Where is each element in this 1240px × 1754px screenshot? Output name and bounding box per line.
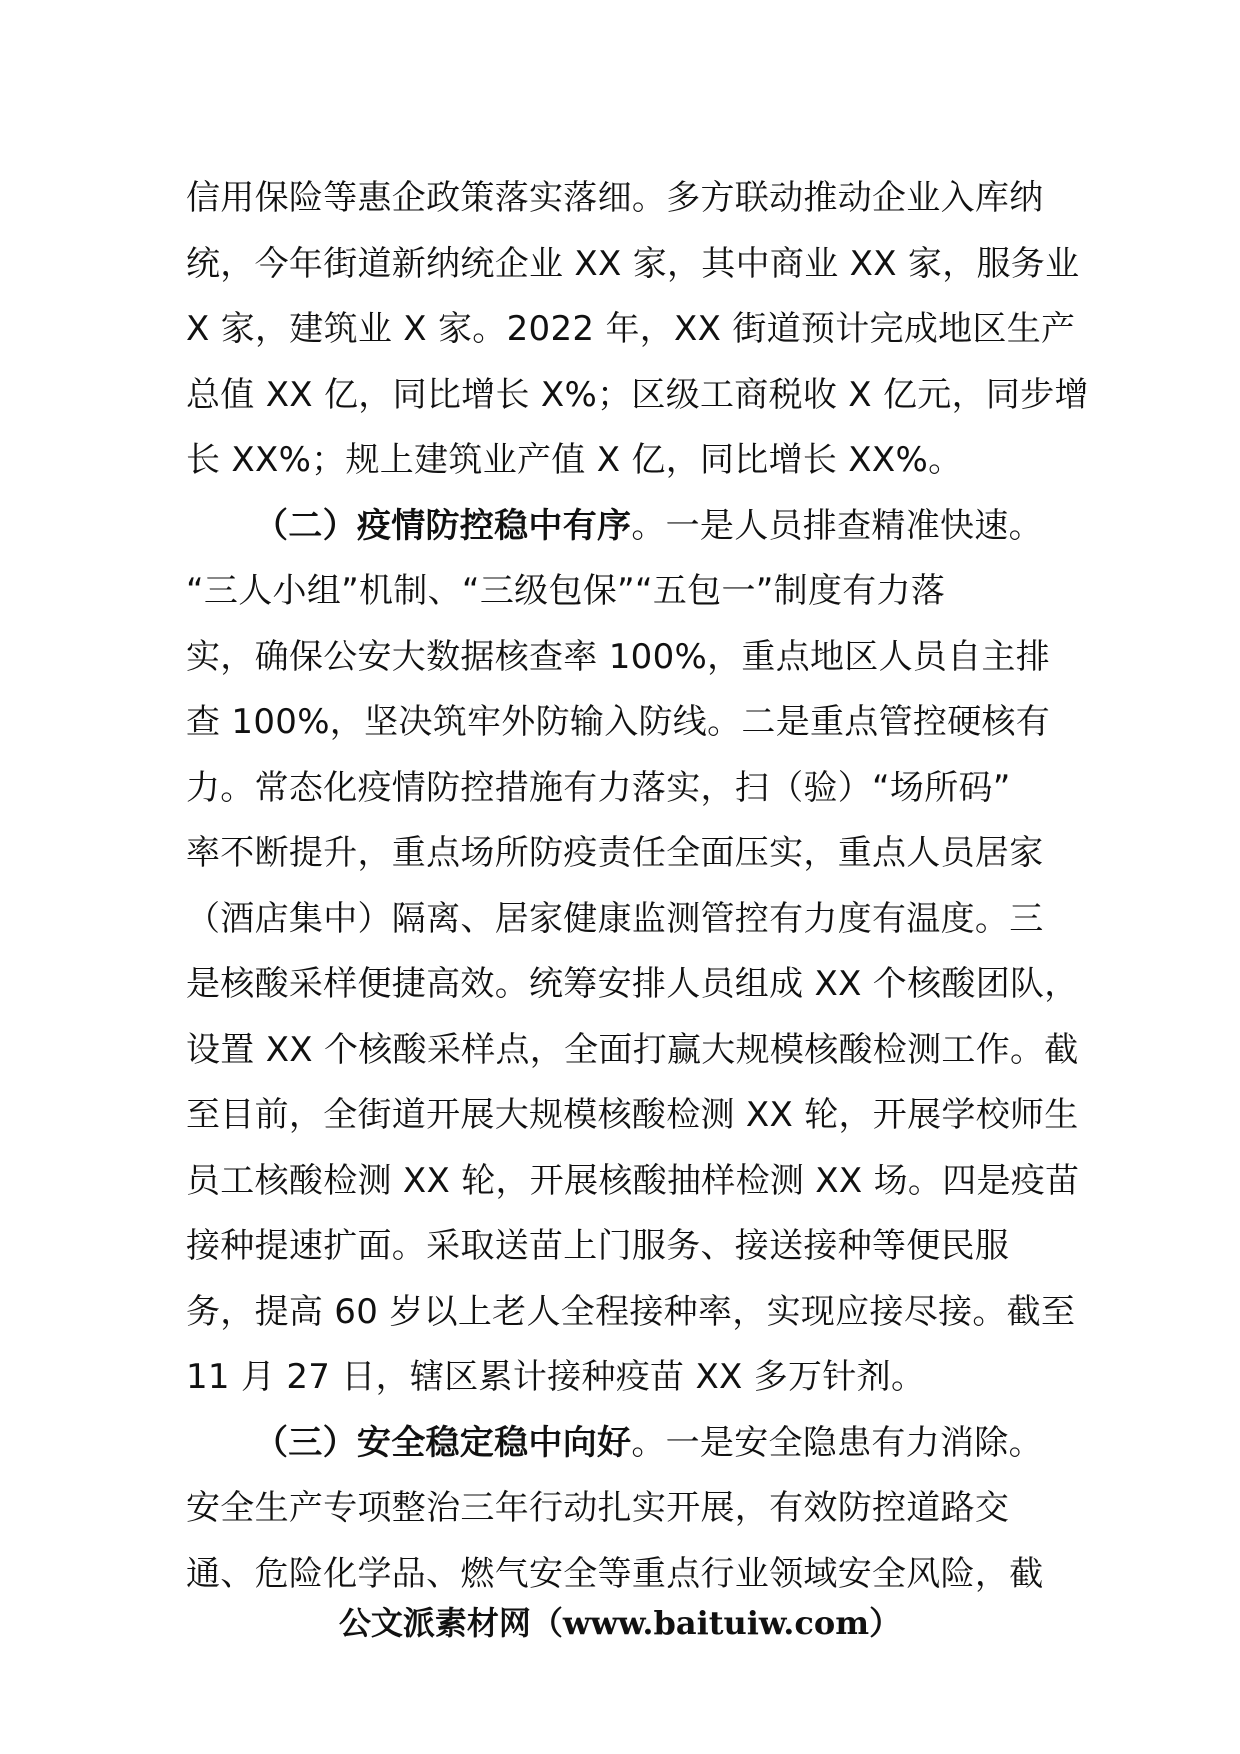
text-line: 务，提高 60 岁以上老人全程接种率，实现应接尽接。截至 (186, 1291, 1076, 1332)
text-line: 是核酸采样便捷高效。统筹安排人员组成 XX 个核酸团队， (186, 964, 1079, 1004)
section-heading-line (186, 1411, 1054, 1477)
text-line: 实，确保公安大数据核查率 100%，重点地区人员自主排 (186, 636, 1051, 677)
text-line: 力。常态化疫情防控措施有力落实，扫（验）“场所码” (186, 767, 1011, 808)
text-line: 11 月 27 日，辖区累计接种疫苗 XX 多万针剂。 (186, 1357, 926, 1397)
text-line: 设置 XX 个核酸采样点，全面打赢大规模核酸检测工作。截 (186, 1029, 1079, 1070)
text-line: 员工核酸检测 XX 轮，开展核酸抽样检测 XX 场。四是疫苗 (186, 1160, 1080, 1201)
text-line: 总值 XX 亿，同比增长 X%；区级工商税收 X 亿元，同步增 (186, 374, 1089, 415)
text-line: 统，今年街道新纳统企业 XX 家，其中商业 XX 家，服务业 (186, 243, 1080, 284)
text-line: 信用保险等惠企政策落实落细。多方联动推动企业入库纳 (186, 178, 1044, 218)
section-heading-rest: 。一是安全隐患有力消除。 (631, 1422, 1043, 1463)
section-heading-line (186, 494, 1054, 560)
text-line: 接种提速扩面。采取送苗上门服务、接送接种等便民服 (186, 1226, 1010, 1266)
text-line: X 家，建筑业 X 家。2022 年，XX 街道预计完成地区生产 (186, 309, 1076, 349)
text-line: “三人小组”机制、“三级包保”“五包一”制度有力落 (186, 571, 946, 611)
section-heading: （二）疫情防控稳中有序 (254, 505, 632, 546)
text-line: 长 XX%；规上建筑业产值 X 亿，同比增长 XX%。 (186, 440, 963, 480)
document-body (186, 166, 1089, 1607)
text-line: 率不断提升，重点场所防疫责任全面压实，重点人员居家 (186, 833, 1044, 873)
text-line: 安全生产专项整治三年行动扎实开展，有效防控道路交 (186, 1488, 1010, 1528)
section-heading: （三）安全稳定稳中向好 (254, 1422, 632, 1463)
text-line: 查 100%，坚决筑牢外防输入防线。二是重点管控硬核有 (186, 702, 1051, 742)
footer-watermark: 公文派素材网（www.baituiw.com） (338, 1604, 902, 1642)
section-heading-rest: 。一是人员排查精准快速。 (631, 505, 1043, 546)
text-line: （酒店集中）隔离、居家健康监测管控有力度有温度。三 (186, 898, 1044, 939)
text-line: 通、危险化学品、燃气安全等重点行业领域安全风险，截 (186, 1553, 1044, 1594)
text-line: 至目前，全街道开展大规模核酸检测 XX 轮，开展学校师生 (186, 1095, 1079, 1135)
